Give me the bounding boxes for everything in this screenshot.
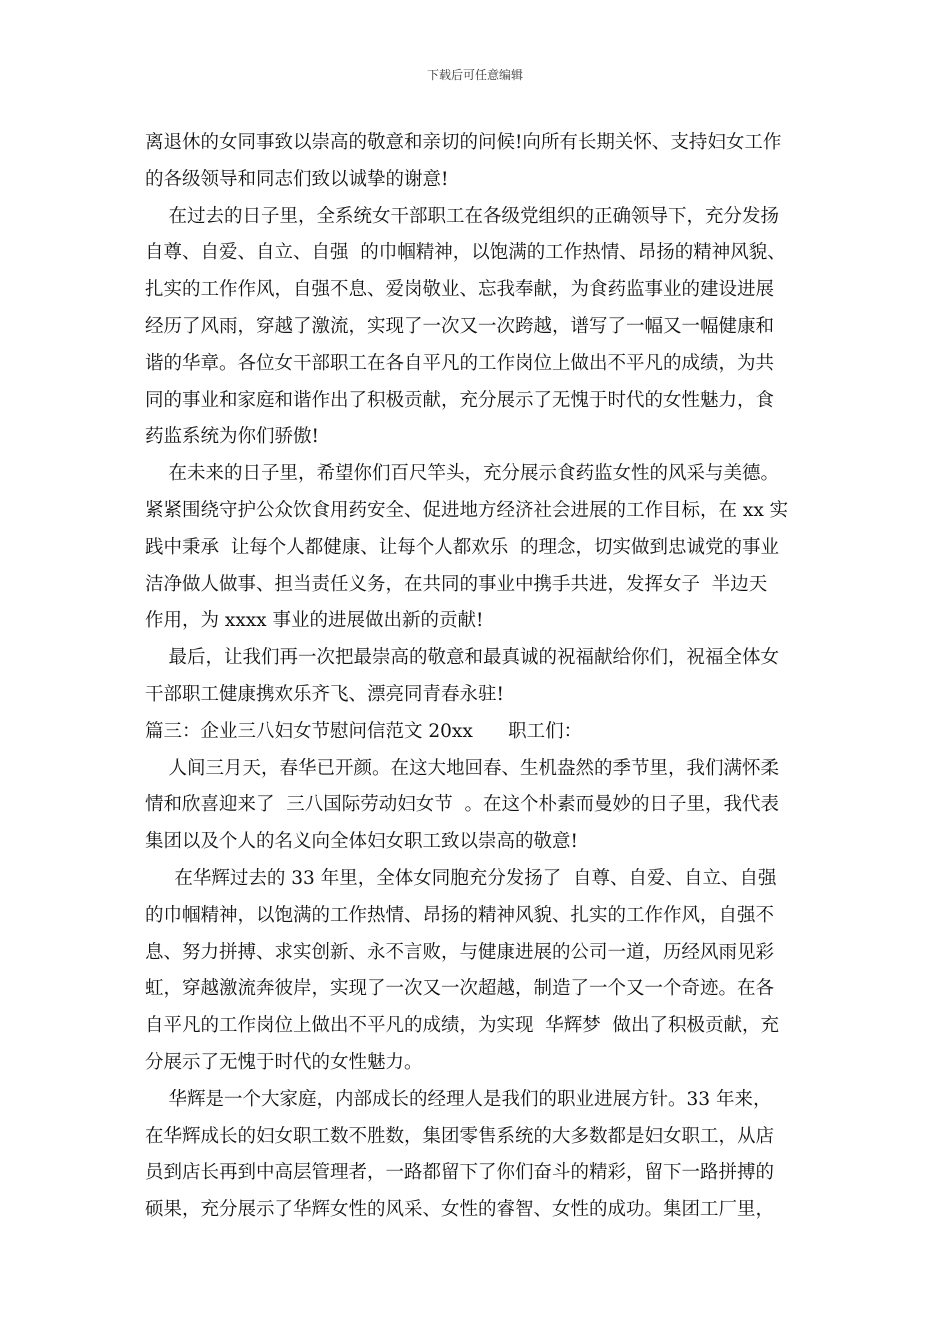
text-line: 在华辉成长的妇女职工数不胜数，集团零售系统的大多数都是妇女职工，从店 <box>145 1125 775 1147</box>
text-line: 集团以及个人的名义向全体妇女职工致以崇高的敬意! <box>145 831 578 853</box>
text-line: 在未来的日子里，希望你们百尺竿头，充分展示食药监女性的风采与美德。 <box>145 463 780 485</box>
text-line: 虹，穿越激流奔彼岸，实现了一次又一次超越，制造了一个又一个奇迹。在各 <box>145 978 775 1000</box>
text-line: 作用，为 xxxx 事业的进展做出新的贡献! <box>145 610 484 632</box>
text-line: 离退休的女同事致以崇高的敬意和亲切的问候!向所有长期关怀、支持妇女工作 <box>145 132 782 153</box>
text-line: 自平凡的工作岗位上做出不平凡的成绩，为实现 华辉梦 做出了积极贡献，充 <box>145 1015 780 1037</box>
text-line: 践中秉承 让每个人都健康、让每个人都欢乐 的理念，切实做到忠诚党的事业 <box>145 536 780 558</box>
text-line: 干部职工健康携欢乐齐飞、漂亮同青春永驻! <box>145 683 504 705</box>
text-line: 分展示了无愧于时代的女性魅力。 <box>145 1051 423 1073</box>
text-line: 华辉是一个大家庭，内部成长的经理人是我们的职业进展方针。33 年来， <box>145 1088 772 1110</box>
text-line: 的各级领导和同志们致以诚挚的谢意! <box>145 168 449 190</box>
document-body <box>145 125 815 1229</box>
text-line: 同的事业和家庭和谐作出了积极贡献，充分展示了无愧于时代的女性魅力，食 <box>145 389 775 411</box>
text-line: 经历了风雨，穿越了激流，实现了一次又一次跨越，谱写了一幅又一幅健康和 <box>145 315 775 337</box>
text-line: 人间三月天，春华已开颜。在这大地回春、生机盎然的季节里，我们满怀柔 <box>145 757 780 779</box>
text-line: 扎实的工作作风，自强不息、爱岗敬业、忘我奉献，为食药监事业的建设进展 <box>145 279 775 301</box>
text-line: 自尊、自爱、自立、自强 的巾帼精神，以饱满的工作热情、昂扬的精神风貌、 <box>145 242 786 264</box>
text-line: 员到店长再到中高层管理者，一路都留下了你们奋斗的精彩，留下一路拼搏的 <box>145 1162 775 1184</box>
text-line: 篇三：企业三八妇女节慰问信范文 20xx 职工们： <box>145 720 583 742</box>
text-line: 在华辉过去的 33 年里，全体女同胞充分发扬了 自尊、自爱、自立、自强 <box>145 867 777 889</box>
text-line: 在过去的日子里，全系统女干部职工在各级党组织的正确领导下，充分发扬 <box>145 205 780 227</box>
text-line: 药监系统为你们骄傲! <box>145 426 319 448</box>
text-line: 息、努力拼搏、求实创新、永不言败，与健康进展的公司一道，历经风雨见彩 <box>145 941 775 963</box>
text-line: 情和欣喜迎来了 三八国际劳动妇女节 。在这个朴素而曼妙的日子里，我代表 <box>145 794 780 816</box>
text-line: 硕果，充分展示了华辉女性的风采、女性的睿智、女性的成功。集团工厂里， <box>145 1199 775 1221</box>
text-line: 最后，让我们再一次把最崇高的敬意和最真诚的祝福献给你们，祝福全体女 <box>145 647 780 669</box>
text-line: 洁净做人做事、担当责任义务，在共同的事业中携手共进，发挥女子 半边天 <box>145 573 768 595</box>
text-line: 谐的华章。各位女干部职工在各自平凡的工作岗位上做出不平凡的成绩，为共 <box>145 352 775 374</box>
page-header: 下载后可任意编辑 <box>426 68 523 82</box>
text-line: 紧紧围绕守护公众饮食用药安全、促进地方经济社会进展的工作目标，在 xx 实 <box>145 499 789 521</box>
text-line: 的巾帼精神，以饱满的工作热情、昂扬的精神风貌、扎实的工作作风，自强不 <box>145 904 775 926</box>
